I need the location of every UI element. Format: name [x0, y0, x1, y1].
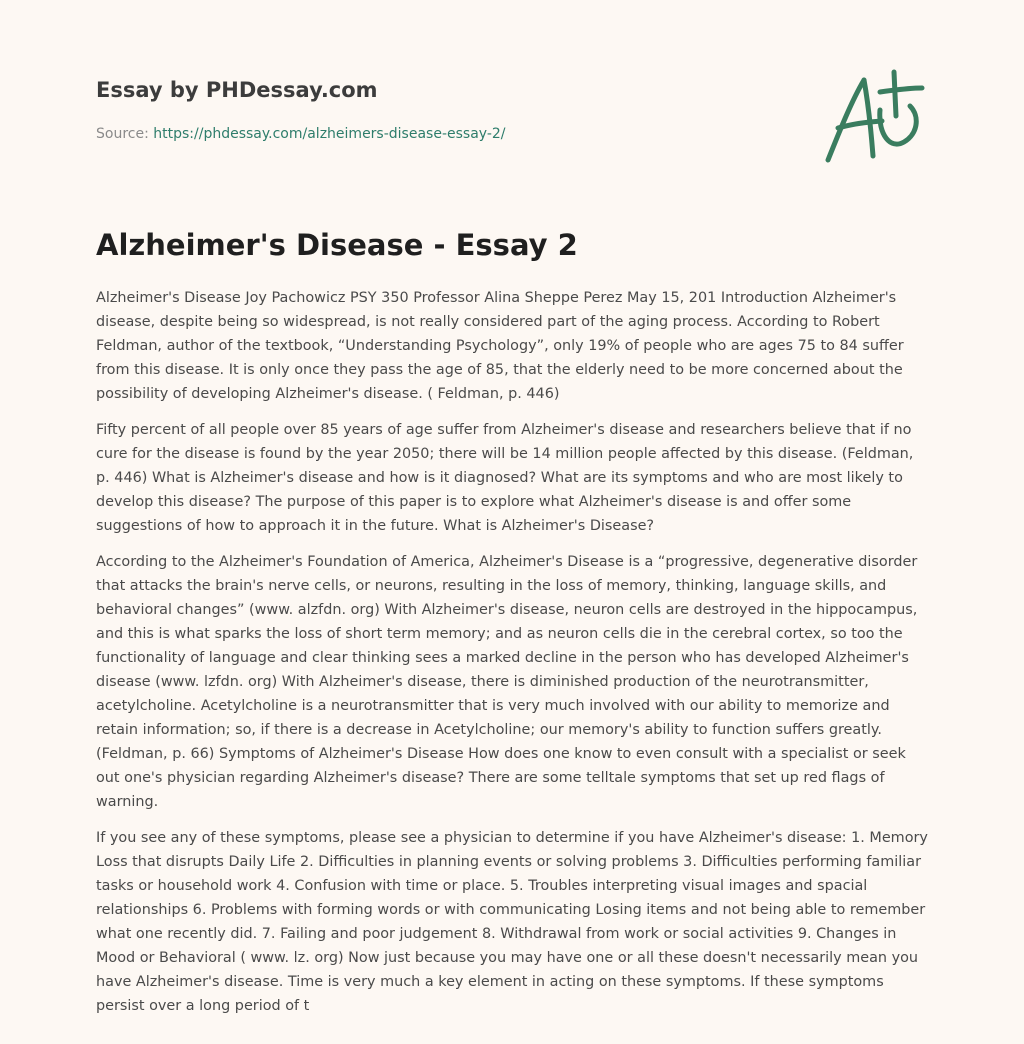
essay-title: Alzheimer's Disease - Essay 2 [96, 228, 578, 262]
essay-body [96, 286, 930, 1030]
site-brand: Essay by PHDessay.com [96, 78, 378, 102]
source-link[interactable]: https://phdessay.com/alzheimers-disease-essay-2/ [153, 126, 506, 142]
essay-paragraph: Fifty percent of all people over 85 years of age suffer from Alzheimer's disease and researchers believe that if no cure for the disease is found by the year 2050; there will be 14 million people affected by this disease. (Feldman, p. 446) What is Alzheimer's disease and how is it diagnosed? What are its symptoms and who are most likely to develop this disease? The purpose of this paper is to explore what Alzheimer's disease is and offer some suggestions of how to approach it in the future. What is Alzheimer's Disease? [96, 422, 914, 534]
source-label: Source: [96, 126, 154, 142]
a-plus-logo-icon [818, 66, 930, 166]
a-plus-logo-graphic [818, 66, 930, 166]
essay-paragraph: If you see any of these symptoms, please see a physician to determine if you have Alzheimer's disease: 1. Memory Loss that disrupts Daily Life 2. Difficulties in planning events or solving problems 3. Difficulties performing familiar tasks or household work 4. Confusion with time or place. 5. Troubles interpreting visual images and spacial relationships 6. Problems with forming words or with communicating Losing items and not being able to remember what one recently did. 7. Failing and poor judgement 8. Withdrawal from work or social activities 9. Changes in Mood or Behavioral ( www. lz. org) Now just because you may have one or all these doesn't necessarily mean you have Alzheimer's disease. Time is very much a key element in acting on these symptoms. If these symptoms persist over a long period of t [96, 830, 928, 1014]
essay-paragraph: According to the Alzheimer's Foundation of America, Alzheimer's Disease is a “progressive, degenerative disorder that attacks the brain's nerve cells, or neurons, resulting in the loss of memory, thinking, language skills, and behavioral changes” (www. alzfdn. org) With Alzheimer's disease, neuron cells are destroyed in the hippocampus, and this is what sparks the loss of short term memory; and as neuron cells die in the cerebral cortex, so too the functionality of language and clear thinking sees a marked decline in the person who has developed Alzheimer's disease (www. lzfdn. org) With Alzheimer's disease, there is diminished production of the neurotransmitter, acetylcholine. Acetylcholine is a neurotransmitter that is very much involved with our ability to memorize and retain information; so, if there is a decrease in Acetylcholine; our memory's ability to function suffers greatly. (Feldman, p. 66) Symptoms of Alzheimer's Disease How does one know to even consult with a specialist or seek out one's physician regarding Alzheimer's disease? There are some telltale symptoms that set up red flags of warning. [96, 554, 918, 810]
site-header [96, 72, 796, 144]
essay-paragraph: Alzheimer's Disease Joy Pachowicz PSY 350 Professor Alina Sheppe Perez May 15, 201 Introduction Alzheimer's disease, despite being so widespread, is not really considered part of the aging process. According to Robert Feldman, author of the textbook, “Understanding Psychology”, only 19% of people who are ages 75 to 84 suffer from this disease. It is only once they pass the age of 85, that the elderly need to be more concerned about the possibility of developing Alzheimer's disease. ( Feldman, p. 446) [96, 290, 904, 402]
source-line [96, 124, 796, 144]
